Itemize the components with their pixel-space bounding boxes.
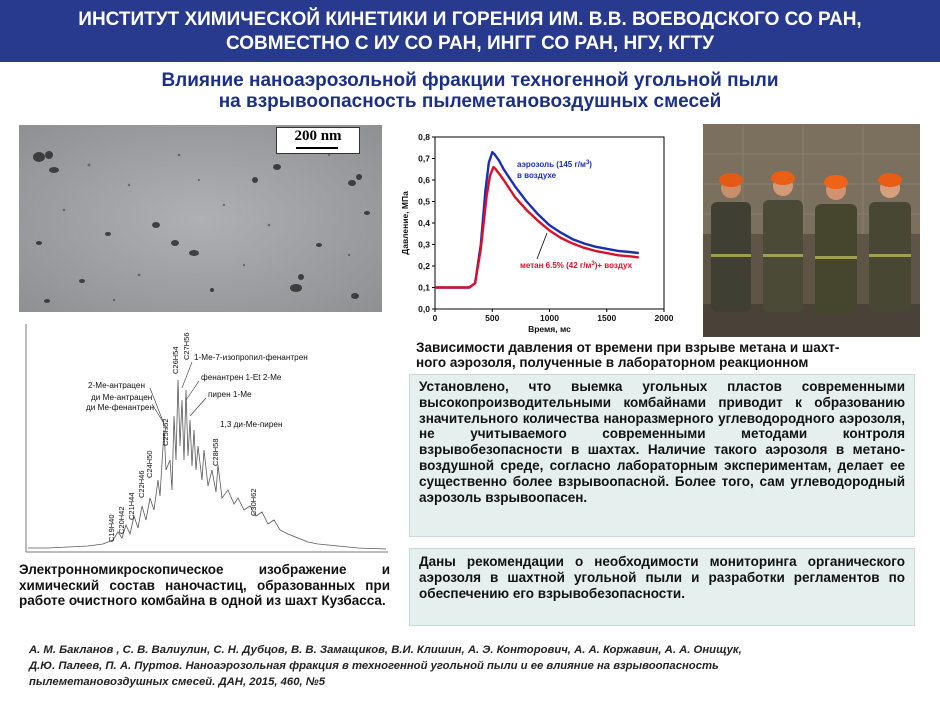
legend-aerosol-line-2: в воздухе (517, 171, 557, 180)
spectrum-graphic (18, 320, 390, 557)
chart-caption-line-1: Зависимости давления от времени при взрыве метана и шахт- (416, 340, 840, 355)
recommendation-box (409, 548, 915, 626)
y-axis-label: Давление, МПа (400, 191, 410, 255)
y-tick-label: 0,4 (418, 218, 430, 228)
x-tick-label: 1000 (540, 313, 559, 323)
y-tick-label: 0,7 (418, 153, 430, 164)
peak-label-c26: C26H54 (171, 346, 180, 374)
mass-spectrum (18, 320, 390, 557)
y-tick-label: 0,3 (418, 239, 430, 250)
scale-bar (296, 147, 338, 149)
compound-label-7: 1,3 ди-Me-пирен (220, 420, 283, 429)
x-tick-label: 2000 (654, 313, 674, 323)
legend-methane: метан 6.5% (42 $г/м^3)+$ воздух (520, 261, 633, 270)
scale-bar-label: 200 nm (276, 127, 360, 154)
header-line-1: ИНСТИТУТ ХИМИЧЕСКОЙ КИНЕТИКИ И ГОРЕНИЯ ИМ. В.В. ВОЕВОДСКОГО СО РАН, (78, 9, 862, 30)
institute-header (0, 0, 940, 62)
header-line-2: СОВМЕСТНО С ИУ СО РАН, ИНГГ СО РАН, НГУ, КГТУ (226, 33, 714, 54)
peak-label-c19: C19H40 (107, 514, 116, 542)
compound-label-3: пирен 1-Me (208, 390, 252, 399)
chart-caption-line-2: ного аэрозоля, полученные в лабораторном реакционном (416, 355, 809, 370)
peak-label-c30: C30H62 (249, 488, 258, 516)
legend-aerosol-line-1: аэрозоль (145 $г/м^3$) (517, 160, 592, 169)
peak-label-c21: C21H44 (127, 492, 136, 520)
peak-label-c25: C25H52 (161, 418, 170, 446)
slide-title-line-1: Влияние наноаэрозольной фракции техногенной угольной пыли (161, 70, 779, 91)
compound-label-1: 1-Me-7-изопропил-фенантрен (194, 353, 308, 362)
y-tick-label: 0,5 (418, 196, 430, 207)
compound-label-2: фенантрен 1-Et 2-Me (201, 373, 282, 382)
reference-line-1: А. М. Бакланов , С. В. Валиулин, С. Н. Дубцов, В. В. Замащиков, В.И. Клишин, А. Э. Конторович, А. А. Коржавин, А. А. Онищук, (29, 644, 742, 656)
peak-label-c20: C20H42 (117, 506, 126, 534)
y-tick-label: 0,6 (418, 175, 430, 185)
micrograph-caption: Электронномикроскопическое изображение и химический состав наночастиц, образованных при работе очистного комбайна в одной из шахт Кузбасса. (19, 562, 390, 608)
chart-caption (416, 340, 916, 370)
y-tick-label: 0,8 (418, 132, 430, 142)
y-tick-label: 0,0 (418, 304, 430, 314)
finding-box (409, 374, 915, 537)
x-tick-label: 1500 (597, 313, 617, 323)
reference-line-2: Д.Ю. Палеев, П. А. Пуртов. Наноаэрозольная фракция в техногенной угольной пыли и ее влияние на взрывоопасность (29, 660, 719, 672)
compound-label-6: ди Me-фенантрен (86, 403, 154, 412)
peak-label-c28: C28H58 (211, 438, 220, 466)
x-axis-label: Время, мс (528, 324, 571, 334)
pressure-chart (400, 125, 684, 337)
pressure-chart-svg (400, 125, 684, 337)
y-tick-label: 0,2 (418, 261, 430, 271)
recommendation-text: Даны рекомендации о необходимости мониторинга органического аэрозоля в шахтной угольной пыли и разработки регламентов по обеспечению его взрывобезопасности. (419, 554, 905, 601)
peak-label-c22: C22H46 (137, 470, 146, 498)
compound-label-5: ди Me-антрацен (91, 393, 153, 402)
miners-photo (703, 124, 920, 337)
reference-line-3: пылеметановоздушных смесей. ДАН, 2015, 460, №5 (29, 676, 325, 688)
peak-label-c24: C24H50 (145, 450, 154, 478)
x-tick-label: 0 (432, 313, 438, 323)
slide-title (0, 70, 940, 112)
reference (29, 642, 919, 690)
y-tick-label: 0,1 (418, 282, 430, 293)
finding-text: Установлено, что выемка угольных пластов современными высокопроизводительными комбайнами приводит к образованию значительного количества наноразмерного углеводородного аэрозоля, не учитываемого современными методами контроля взрывобезопасности в шахтах. Наличие такого аэрозоля в метано-воздушной среде, согласно лабораторным экспериментам, делает ее существенно более взрывоопасной. Более того, сам углеводородный аэрозоль взрывоопасен. (419, 379, 905, 505)
compound-label-4: 2-Me-антрацен (88, 381, 145, 390)
slide-title-line-2: на взрывоопасность пылеметановоздушных смесей (218, 91, 722, 112)
peak-label-c27: C27H56 (182, 332, 191, 360)
x-tick-label: 500 (485, 313, 500, 323)
miners-photo-graphic (703, 124, 920, 337)
